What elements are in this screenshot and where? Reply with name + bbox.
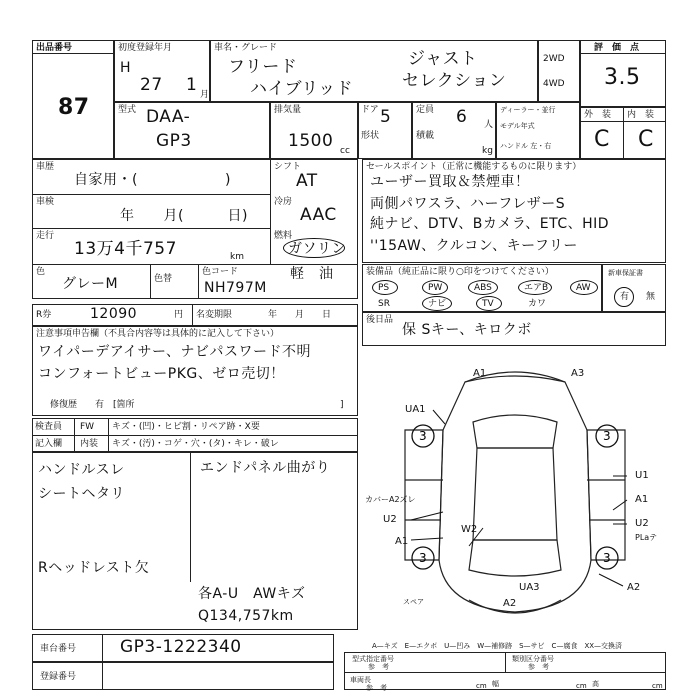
- color-label: 色: [36, 267, 46, 277]
- color-value: グレーM: [62, 276, 119, 292]
- fuel-gas-circle: [283, 238, 345, 258]
- model-label: 型式: [118, 105, 137, 115]
- sales-line-3: 純ナビ、DTV、Bカメラ、ETC、HID: [370, 216, 610, 232]
- mark-a1-left: A1: [395, 536, 409, 547]
- sales-line-1: ユーザー買取＆禁煙車！: [370, 174, 530, 190]
- mileage-value: 13万4千757: [74, 239, 177, 259]
- history-label: 車歴: [36, 162, 55, 172]
- equip-leather: カワ: [528, 299, 547, 309]
- equip-airbag: エアB: [524, 283, 549, 293]
- score-label: 評 価 点: [594, 43, 640, 53]
- color-code: NH797M: [204, 280, 267, 296]
- equip-abs: ABS: [474, 283, 492, 293]
- mark-a2-bottom: A2: [503, 598, 517, 609]
- shape-label: 形状: [361, 131, 380, 141]
- yen-unit: 円: [174, 310, 184, 320]
- height-cm: cm: [652, 682, 663, 690]
- mileage-label: 走行: [36, 231, 55, 241]
- warranty-yes: 有: [620, 292, 630, 302]
- equip-sr: SR: [378, 299, 390, 309]
- kg-unit: kg: [482, 146, 493, 156]
- sales-line-2: 両側パワスラ、ハーフレザーS: [370, 196, 566, 212]
- inspector-note-left-3: Rヘッドレスト欠: [38, 560, 150, 576]
- class-ref: 参 考: [528, 663, 549, 671]
- score-value: 3.5: [604, 65, 641, 90]
- handle-label: ハンドル 左・右: [500, 142, 552, 150]
- legend-row-2: キズ・(汚)・コゲ・穴・(タ)・キレ・破レ: [112, 439, 279, 449]
- legend-fw: FW: [80, 422, 95, 432]
- name-change-value: 年 月 日: [268, 310, 332, 320]
- drive-box: [538, 40, 580, 102]
- equipment-title: 装備品（純正品に限り○印をつけてください）: [366, 267, 554, 277]
- equip-aw: AW: [576, 283, 591, 293]
- interior-label: 内 装: [627, 110, 655, 120]
- car-side-right: [587, 430, 625, 560]
- inspector-note-odo: Q134,757km: [198, 608, 294, 624]
- legend-row-1: キズ・(凹)・ヒビ割・リペア跡・X要: [112, 422, 260, 432]
- capacity-unit: 人: [484, 120, 494, 130]
- history-value: 自家用・( ): [74, 172, 231, 188]
- doors: 5: [380, 107, 392, 127]
- width-label: 幅: [492, 680, 499, 688]
- height-label: 高: [592, 680, 599, 688]
- displacement-label: 排気量: [274, 105, 302, 115]
- length-ref: 参 考: [366, 684, 387, 692]
- mark-a1-right: A1: [635, 494, 649, 505]
- tire-fl-mark: 3: [419, 429, 427, 443]
- abbrev-legend: A—キズ E—エクボ U—凹み W—補修跡 S—サビ C—腐食 XX—交換済: [372, 642, 623, 650]
- accessories-label: 後日品: [366, 315, 394, 325]
- sales-points-title: セールスポイント（正常に機能するものに限ります）: [366, 162, 582, 172]
- month-unit: 月: [200, 90, 210, 100]
- notes-line-1: ワイパーデアイサー、ナビパスワード不明: [38, 344, 311, 360]
- fuel-label: 燃料: [274, 231, 293, 241]
- equip-pw: PW: [428, 283, 443, 293]
- sales-line-4: ''15AW、クルコン、キーフリー: [370, 238, 578, 254]
- mark-plate: PLaテ: [635, 533, 658, 542]
- model-prefix: DAA-: [146, 107, 191, 127]
- inspection-label: 車検: [36, 197, 55, 207]
- inspector-note-left-1: ハンドルスレ: [38, 462, 125, 478]
- mark-cover: カバーA2ズレ: [365, 495, 416, 504]
- mark-w2: W2: [461, 524, 478, 535]
- mark-u1: U1: [635, 470, 649, 481]
- legend-interior: 内装: [80, 439, 99, 449]
- fuel-diesel: 軽 油: [290, 266, 334, 282]
- inspector-note-aw: 各A-U AWキズ: [198, 586, 306, 602]
- repair-label: 修復歴 有 [箇所: [50, 400, 135, 410]
- reg-month: 1: [186, 75, 198, 95]
- drive-4wd: 4WD: [543, 79, 565, 89]
- registration-label: 登録番号: [40, 672, 77, 682]
- chassis-value: GP3-1222340: [120, 637, 242, 657]
- exterior-grade: C: [594, 127, 610, 152]
- mark-a1-front: A1: [473, 368, 487, 379]
- load-label: 積載: [416, 131, 435, 141]
- car-name: フリード: [228, 57, 298, 77]
- interior-grade: C: [638, 127, 654, 152]
- inspector-notes-block: [32, 452, 358, 630]
- mark-a3-front: A3: [571, 368, 585, 379]
- entry-label: 記入欄: [35, 439, 63, 449]
- inspector-note-left-2: シートヘタリ: [38, 486, 125, 502]
- recycle-label: R券: [36, 310, 52, 320]
- accessories-value: 保 Sキー、キロクボ: [402, 322, 532, 338]
- ac-value: AAC: [300, 205, 337, 225]
- equip-ps: PS: [378, 283, 390, 293]
- capacity: 6: [456, 107, 468, 127]
- mark-u2-left: U2: [383, 514, 397, 525]
- inspector-note-right-1: エンドパネル曲がり: [200, 460, 331, 476]
- capacity-label: 定員: [416, 105, 435, 115]
- width-cm: cm: [576, 682, 587, 690]
- class-label: 類別区分番号: [512, 655, 554, 663]
- equip-tv: TV: [482, 299, 494, 309]
- type-ref: 参 考: [368, 663, 389, 671]
- notes-title: 注意事項申告欄（不具合内容等は具体的に記入して下さい）: [36, 329, 280, 339]
- equip-navi: ナビ: [428, 299, 447, 309]
- mark-ua3: UA3: [519, 582, 540, 593]
- chassis-label: 車台番号: [40, 644, 77, 654]
- shift-value: AT: [296, 171, 318, 191]
- model-year-label: モデル年式: [500, 122, 535, 130]
- reg-year: 27: [140, 75, 163, 95]
- drive-2wd: 2WD: [543, 54, 565, 64]
- car-roof: [473, 448, 557, 540]
- name-change-label: 名変期限: [196, 310, 233, 320]
- type-label: 型式指定番号: [352, 655, 394, 663]
- shift-label: シフト: [274, 162, 302, 172]
- car-name-2: ハイブリッド: [250, 79, 354, 99]
- mark-ua1: UA1: [405, 404, 426, 415]
- car-windshield: [473, 415, 557, 448]
- ac-label: 冷房: [274, 197, 293, 207]
- tire-rr-mark: 3: [603, 551, 611, 565]
- door-label: ドア: [361, 105, 379, 115]
- grade: ジャスト: [408, 49, 478, 69]
- length-cm: cm: [476, 682, 487, 690]
- length-label: 車両長: [350, 676, 371, 684]
- car-damage-diagram: [365, 360, 665, 630]
- mark-a2-right: A2: [627, 582, 641, 593]
- recycle-value: 12090: [90, 306, 138, 322]
- cc-unit: cc: [340, 146, 350, 156]
- name-label: 車名・グレード: [214, 43, 278, 53]
- grade-2: セレクション: [402, 71, 507, 91]
- spare-label: スペア: [403, 598, 424, 606]
- exterior-label: 外 装: [584, 110, 612, 120]
- tire-rl-mark: 3: [419, 551, 427, 565]
- lot-label: 出品番号: [36, 43, 73, 53]
- first-reg-label: 初度登録年月: [118, 43, 173, 53]
- inspector-label: 検査員: [35, 422, 63, 432]
- model-box: [114, 102, 270, 159]
- car-rear-window: [469, 540, 561, 576]
- registration-row: [32, 662, 334, 690]
- km-unit: km: [230, 252, 244, 262]
- warranty-no: 無: [646, 292, 656, 302]
- notes-line-2: コンフォートビューPKG、ゼロ売切！: [38, 366, 285, 382]
- lot-number: 87: [58, 95, 90, 120]
- mark-u2-right: U2: [635, 518, 649, 529]
- displacement: 1500: [288, 131, 334, 151]
- dealer-label: ディーラー・並行: [500, 106, 556, 114]
- era: H: [120, 60, 132, 76]
- color-code-label: 色コード: [202, 267, 239, 277]
- warranty-label: 新車保証書: [608, 269, 643, 277]
- model: GP3: [156, 131, 192, 151]
- inspection-value: 年 月( 日): [120, 208, 248, 224]
- color-change-label: 色替: [154, 274, 173, 284]
- fuel-gas: ガソリン: [288, 241, 346, 257]
- tire-fr-mark: 3: [603, 429, 611, 443]
- repair-close: ]: [340, 400, 344, 410]
